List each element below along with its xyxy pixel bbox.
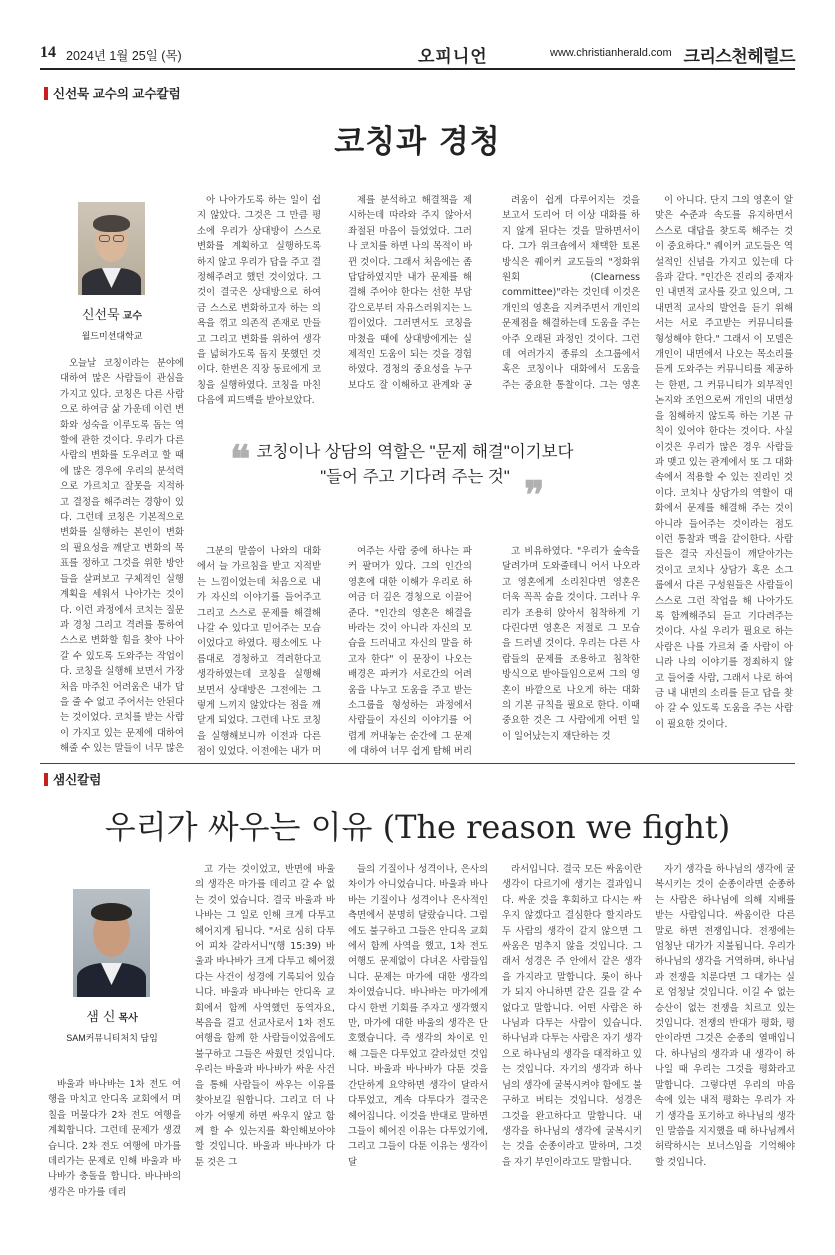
author-photo-1 [78, 202, 145, 295]
pull-quote [230, 436, 600, 490]
article1-col1: 오늘날 코칭이라는 분야에 대하여 많은 사람들이 관심을 가지고 있다. 코칭은 다른 사람으로 하여금 삶 가운데 이런 변화와 성숙을 이루도록 돕는 역할에 관한 것이다. 우리가 다른 사람의 변화를 도우려고 할 때에 많은 경우에 우리의 분석력으로 가르치고 잘못을 지적하고 결정을 해주려는 경향이 있다. 그런데 코칭은 기본적으로 변화를 실행하는 본인이 변화의 필요성을 깨닫고 변화의 목표를 정하고 그것을 위한 방안들을 살펴보고 구체적인 실행 계획을 세워서 나아가는 것이다. 이런 과정에서 코치는 질문과 경청 그리고 격려를 통하여 스스로 변화할 힘을 찾아 나아갈 수 있도록 도와주는 작업이다. 코칭을 실행해 보면서 가장 처음 마주친 어려움은 내가 답을 줄 수 없고 주어서는 안된다는 것이었다. 코치를 받는 사람이 가지고 있는 문제에 대하여 해줄 수 있는 말들이 너무 많은 [60, 358, 184, 755]
article1-col2: 아 나아가도록 하는 일이 쉽지 않았다. 그것은 그 만큼 평소에 우리가 상대방이 스스로 변화를 계획하고 실행하도록 하지 않고 우리가 답을 주고 결정해주려고 했던 것이었다. 그것이 결국은 상대방으로 하여금 스스로 변화하고자 하는 의욕을 꺾고 의존적 존재로 만들고 그리고 변화를 위하여 생각을 넓혀가도록 돕지 못했던 것이다. 한번은 직장 동료에게 코칭을 실행하였다. 코칭을 마친 다음에 피드백을 받아보았다. [197, 195, 321, 407]
column-label-2 [44, 770, 101, 788]
author-photo-2 [73, 889, 150, 997]
article-title-1: 코칭과 경청 [334, 124, 501, 160]
article1-col4b: 고 비유하였다. "우리가 숲속을 달려가며 도와줄테니 어서 나오라고 영혼에게 소리친다면 영혼은 더욱 꼭꼭 숨을 것이다. 그러나 우리가 조용히 앉아서 침착하게 기다린다면 영혼은 저절로 그 모습을 드러낼 것이다. 우리는 다른 사람들의 문제를 조용하고 침착한 방식으로 받아들임으로써 그의 영혼이 바깥으로 나오게 하는 대화의 기본 규칙을 필요로 한다. 이때 중요한 것은 그 사람에게 어떤 일이 일어났는지 재단하는 것 [502, 546, 640, 742]
open-quote-icon: ❝ [230, 436, 251, 481]
close-quote-icon: ❞ [524, 472, 545, 517]
pull-quote-line-1: 코칭이나 상담의 역할은 "문제 해결"이기보다 [256, 443, 574, 461]
column-label-text: 샘신칼럼 [53, 773, 102, 787]
article1-col3: 제를 분석하고 해결책을 제시하는데 따라와 주지 않아서 좌절된 마음이 들었었다. 그러나 코치를 하면 나의 목적이 바뀐 것이다. 그래서 처음에는 좀 답답하였지만 내가 문제를 해결해 주어야 한다는 선한 부담감으로부터 자유스러워지는 느낌이었다. 그러면서도 코칭을 마쳤을 때에 상대방에게는 실제적인 도움이 되는 것을 경험하였다. 경청의 중요성을 누구보다도 잘 이해하고 관계와 공 [348, 195, 472, 391]
column-label-text: 신선묵 교수의 교수칼럼 [53, 87, 181, 101]
article2-col4: 라서입니다. 결국 모든 싸움이란 생각이 다르기에 생기는 결과입니다. 싸운 것을 후회하고 다시는 싸우지 않겠다고 결심한다 할지라도 두 사람의 생각이 같지 않으면 그 싸움은 멈추지 않을 것입니다. 그래서 성경은 주 안에서 같은 생각을 가지라고 말합니다. 롯이 하나가 되지 아니하면 같은 길을 갈 수 없다고 말합니다. 어떤 사람은 하나님과 다투는 사람이 있습니다. 하나님과 다투는 사람은 자기 생각으로 하나님의 생각을 대적하고 있는 것입니다. 자기의 생각과 하나님의 생각에 굴복시켜야 함에도 불구하고 버티는 것입니다. 성경은 그것을 완고하다고 말합니다. 내 생각을 하나님의 생각에 굴복시키는 것을 순종이라고 말하며, 그것을 자기 부인이라고도 말합니다. [502, 864, 642, 1168]
author-affiliation: 월드미션대학교 [81, 331, 143, 341]
article2-col3: 들의 기질이나 성격이나, 은사의 차이가 아니었습니다. 바울과 바나바는 기질이나 성격이나 은사적인 측면에서 분명히 달랐습니다. 그럼에도 불구하고 그들은 안디옥 교회에서 함께 사역을 했고, 1차 전도여행도 문제없이 다녀온 사람들입니다. 문제는 마가에 대한 생각의 차이였습니다. 바나바는 마가에게 다시 한번 기회를 주자고 생각했지만, 마가에 대한 바울의 생각은 단호했습니다. 즉 생각의 차이로 인해 그들은 다투었고 갈라섰던 것입니다. 바울과 바나바가 다툰 것을 간단하게 요약하면 생각이 달라서 다투었고, 계속 다투다가 결국은 헤어집니다. 이것을 반대로 말하면 그들이 헤어진 이유는 다투었기에, 그리고 그들이 다툰 이유는 생각이 달 [348, 864, 488, 1168]
label-bar [44, 773, 48, 786]
author-affiliation: SAM커뮤니티처치 담임 [66, 1033, 158, 1043]
pull-quote-line-2: "들어 주고 기다려 주는 것" [320, 468, 510, 486]
article-separator [40, 763, 795, 764]
newspaper-brand: 크리스천헤럴드 [683, 47, 795, 66]
article1-col3b: 여주는 사람 중에 하나는 파커 팔머가 있다. 그의 인간의 영혼에 대한 이해가 우리로 하여금 더 깊은 경청으로 이끌어 준다. "인간의 영혼은 해결을 바라는 것이 아니라 자신의 모습을 드러내고 자신의 말을 하고자 한다" 이 문장이 나오는 배경은 파커가 서로간의 어려움을 나누고 도움을 주고 받는 소그룹을 형성하는 과정에서 사람들이 자신의 이야기를 어렵게 꺼내놓는 순간에 그 문제에 대하여 너무 쉽게 탐해 버리 [348, 546, 472, 756]
header-rule [40, 68, 795, 70]
section-name: 오피니언 [418, 47, 488, 66]
author-name: 샘 신 목사 [86, 1010, 138, 1025]
article1-col5: 이 아니다. 단지 그의 영혼이 알맞은 수준과 속도를 유지하면서 스스로 대답을 찾도록 해주는 것이 중요하다." 퀘이커 교도들은 역설적인 신념을 가지고 있는데 다음과 같다. "인간은 진리의 중재자인 내면적 교사를 갖고 있으며, 그 내면적 교사의 발언을 듣기 위해서는 서로 주고받는 커뮤니티를 형성해야 한다." 그래서 이 모델은 개인이 내면에서 나오는 목소리를 듣게 도와주는 커뮤니티를 제공하는 한편, 그 커뮤니티가 외부적인 논지와 조언으로써 개인의 내면성을 침해하지 않도록 하는 기본 규칙이 있어야 한다는 것이다. 사실 이것은 우리가 많은 경우 사람들과 맺고 있는 관계에서 또 그 대화 속에서 적용할 수 있는 진리인 것이다. 코치나 상담가의 역할이 대화에서 문제를 해결해 주는 것이 아니라 들어주는 것이라는 점도 이런 통찰과 맥을 같이한다. 사람들은 결국 자신들이 깨닫아가는 것이고 코치나 상담가 혹은 소그룹에서 다른 구성원들은 사람들이 스스로 그런 작업을 해 나아가도록 함께해주되 듣고 기다려주는 것이다. 사실 우리가 필요로 하는 사람은 나를 가르쳐 줄 사람이 아니라 나의 이야기를 정죄하지 않고 들어줄 사람, 그래서 나로 하여금 내 내면의 소리를 듣고 답을 찾아 갈 수 있도록 도움을 주는 사람이 필요한 것이다. [655, 195, 793, 730]
author-byline-1 [60, 304, 164, 342]
article-title-2: 우리가 싸우는 이유 (The reason we fight) [104, 808, 731, 846]
article2-col5: 자기 생각을 하나님의 생각에 굴복시키는 것이 순종이라면 순종하는 사람은 하나님에 의해 지배를 받는 사람입니다. 싸움이란 다른 말로 하면 전쟁입니다. 전쟁에는 엄청난 대가가 지불됩니다. 우리가 하나님의 생각을 거역하며, 하나님과 전쟁을 치룬다면 그 대가는 실로 엄청날 것입니다. 이길 수 없는 승산이 없는 전쟁을 치르고 있는 것입니다. 전쟁의 반대가 평화, 평안이라면 그것은 순종의 열매입니다. 하나님의 생각과 내 생각이 하나일 때 우리는 그것을 평화라고 말합니다. 그렇다면 우리의 마음 속에 있는 내적 평화는 우리가 자기 생각을 포기하고 하나님의 생각 인 말씀을 지지했을 때 하나님께서 허락하시는 보너스임을 기억해야 할 것입니다. [655, 864, 795, 1168]
article2-col2: 고 가는 것이었고, 반면에 바울의 생각은 마가를 데리고 갈 수 없는 것이 었습니다. 결국 바울과 바나바는 그 일로 인해 크게 다투고 헤어지게 됩니다. "서로 심히 다투어 피차 갈라서니"(행 15:39) 바울과 바나바가 크게 다투고 헤어졌다는 사건이 성경에 기록되어 있습니다. 바울과 바나바는 안디옥 교회에서 함께 사역했던 동역자요, 복음을 걸고 선교사로서 1차 전도 여행을 함께 한 사람들이었음에도 불구하고 그들은 싸웠던 것입니다. 우리는 바울과 바나바가 싸운 사건을 통해 사람들이 싸우는 이유를 찾아보길 원합니다. 그리고 더 나아가 어떻게 하면 싸우지 않고 함께 할 수 있는지를 확인해보아야 할 것입니다. 바울과 바나바가 다툰 것은 그 [195, 864, 335, 1168]
article1-col2b: 그분의 말씀이 나와의 대화에서 늘 가르침을 받고 지적받는 느낌이었는데 처음으로 내가 자신의 이야기를 들어주고 그리고 스스로 문제를 해결해 나갈 수 있다고 믿어주는 모습이었다고 하였다. 평소에도 나름대로 경청하고 격려한다고 생각하였는데 코칭을 실행해 보면서 상대방은 그전에는 그렇게 느끼지 않았다는 점을 깨닫게 되었다. 그런데 나도 코칭을 실행해보니까 이전과 다른 점이 있었다. 이전에는 내가 머 [197, 546, 321, 756]
page-header [40, 40, 795, 68]
article1-col4: 려움이 쉽게 다루어지는 것을 보고서 도리어 더 이상 대화를 하지 않게 된다는 것을 말하면서이다. 그가 위크숍에서 채택한 토론 방식은 퀘이커 교도들의 "정화위원회 (Clearness committee)"라는 것인데 이것은 개인의 영혼을 지켜주면서 개인의 문제점을 해결하는데 도움을 주는 아주 오래된 과정인 것이다. 그런데 여러가지 종류의 소그룹에서 혹은 코칭이나 대화에서 도움을 주는 중요한 통찰이다. 그는 영혼 [502, 195, 640, 391]
column-label-1 [44, 84, 181, 102]
issue-date: 2024년 1월 25일 (목) [66, 49, 182, 63]
site-url[interactable]: www.christianherald.com [550, 47, 672, 59]
author-name: 신선묵 교수 [81, 308, 142, 323]
page-number: 14 [40, 44, 56, 61]
article2-col1: 바울과 바나바는 1차 전도 여행을 마치고 안디옥 교회에서 며칠을 머물다가 2차 전도 여행을 계획합니다. 그런데 문제가 생겼습니다. 2차 전도 여행에 마가를 데리가는 문제로 인해 바울과 바나바가 충돌을 합니다. 바나바의 생각은 마가를 데리 [48, 1079, 181, 1198]
label-bar [44, 87, 48, 100]
author-byline-2 [60, 1006, 164, 1044]
